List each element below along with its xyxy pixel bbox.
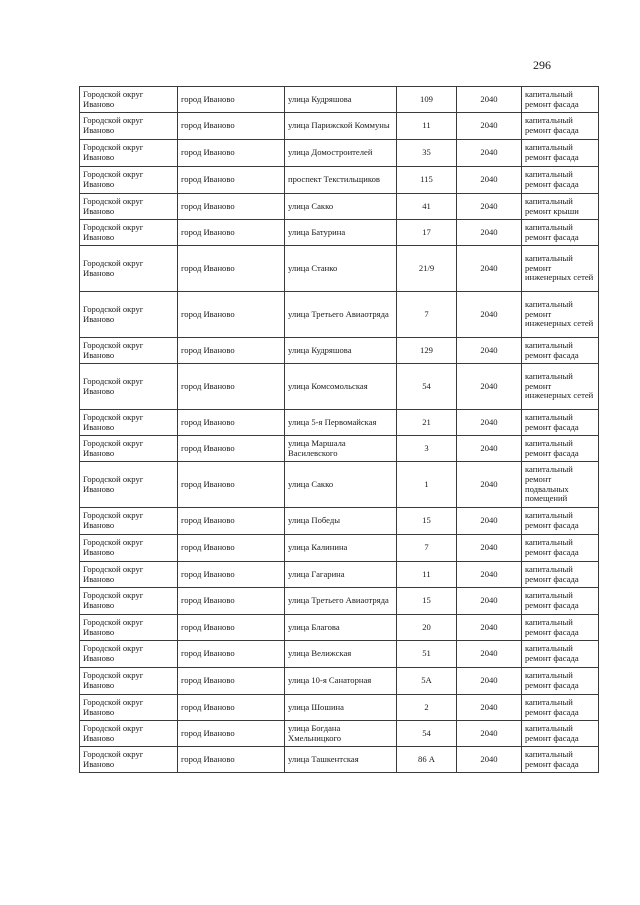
street-cell: улица Сакко: [285, 194, 397, 220]
street-cell: улица Третьего Авиаотряда: [285, 588, 397, 615]
table-row: [80, 615, 599, 641]
district-cell: Городской округ Иваново: [80, 695, 178, 721]
work-type-cell: капитальный ремонт фасада: [522, 87, 599, 113]
house-number-cell: 129: [397, 338, 457, 364]
district-cell: Городской округ Иваново: [80, 167, 178, 194]
house-number-cell: 109: [397, 87, 457, 113]
street-cell: улица Гагарина: [285, 562, 397, 588]
table-row: [80, 721, 599, 747]
district-cell: Городской округ Иваново: [80, 194, 178, 220]
year-cell: 2040: [457, 615, 522, 641]
table-row: [80, 641, 599, 668]
work-type-cell: капитальный ремонт фасада: [522, 508, 599, 535]
page-number: 296: [533, 58, 551, 72]
district-cell: Городской округ Иваново: [80, 87, 178, 113]
district-cell: Городской округ Иваново: [80, 140, 178, 167]
district-cell: Городской округ Иваново: [80, 747, 178, 773]
city-cell: город Иваново: [178, 721, 285, 747]
district-cell: Городской округ Иваново: [80, 462, 178, 508]
house-number-cell: 3: [397, 436, 457, 462]
city-cell: город Иваново: [178, 436, 285, 462]
street-cell: улица Богдана Хмельницкого: [285, 721, 397, 747]
year-cell: 2040: [457, 535, 522, 562]
street-cell: улица 5-я Первомайская: [285, 410, 397, 436]
work-type-cell: капитальный ремонт фасада: [522, 220, 599, 246]
street-cell: улица Сакко: [285, 462, 397, 508]
year-cell: 2040: [457, 508, 522, 535]
year-cell: 2040: [457, 338, 522, 364]
house-number-cell: 21: [397, 410, 457, 436]
street-cell: улица Комсомольская: [285, 364, 397, 410]
city-cell: город Иваново: [178, 668, 285, 695]
street-cell: улица Кудряшова: [285, 338, 397, 364]
work-type-cell: капитальный ремонт фасада: [522, 588, 599, 615]
house-number-cell: 11: [397, 113, 457, 140]
table-row: [80, 113, 599, 140]
street-cell: улица Шошина: [285, 695, 397, 721]
district-cell: Городской округ Иваново: [80, 535, 178, 562]
district-cell: Городской округ Иваново: [80, 220, 178, 246]
work-type-cell: капитальный ремонт инженерных сетей: [522, 364, 599, 410]
city-cell: город Иваново: [178, 194, 285, 220]
house-number-cell: 115: [397, 167, 457, 194]
work-type-cell: капитальный ремонт фасада: [522, 436, 599, 462]
year-cell: 2040: [457, 292, 522, 338]
house-number-cell: 1: [397, 462, 457, 508]
table-row: [80, 292, 599, 338]
house-number-cell: 11: [397, 562, 457, 588]
district-cell: Городской округ Иваново: [80, 338, 178, 364]
table-row: [80, 87, 599, 113]
city-cell: город Иваново: [178, 747, 285, 773]
house-number-cell: 2: [397, 695, 457, 721]
house-number-cell: 7: [397, 535, 457, 562]
house-number-cell: 17: [397, 220, 457, 246]
table-row: [80, 246, 599, 292]
work-type-cell: капитальный ремонт инженерных сетей: [522, 246, 599, 292]
work-type-cell: капитальный ремонт фасада: [522, 615, 599, 641]
work-type-cell: капитальный ремонт подвальных помещений: [522, 462, 599, 508]
year-cell: 2040: [457, 695, 522, 721]
district-cell: Городской округ Иваново: [80, 721, 178, 747]
table-row: [80, 668, 599, 695]
work-type-cell: капитальный ремонт крыши: [522, 194, 599, 220]
work-type-cell: капитальный ремонт фасада: [522, 641, 599, 668]
year-cell: 2040: [457, 140, 522, 167]
table-row: [80, 462, 599, 508]
street-cell: улица Калинина: [285, 535, 397, 562]
house-number-cell: 54: [397, 364, 457, 410]
city-cell: город Иваново: [178, 508, 285, 535]
table-row: [80, 747, 599, 773]
year-cell: 2040: [457, 641, 522, 668]
house-number-cell: 86 А: [397, 747, 457, 773]
city-cell: город Иваново: [178, 246, 285, 292]
table-row: [80, 535, 599, 562]
street-cell: улица Батурина: [285, 220, 397, 246]
street-cell: улица Велижская: [285, 641, 397, 668]
city-cell: город Иваново: [178, 292, 285, 338]
city-cell: город Иваново: [178, 615, 285, 641]
street-cell: улица Станко: [285, 246, 397, 292]
year-cell: 2040: [457, 194, 522, 220]
year-cell: 2040: [457, 747, 522, 773]
table-row: [80, 436, 599, 462]
district-cell: Городской округ Иваново: [80, 113, 178, 140]
year-cell: 2040: [457, 410, 522, 436]
street-cell: улица Парижской Коммуны: [285, 113, 397, 140]
house-number-cell: 21/9: [397, 246, 457, 292]
table-body: [80, 87, 599, 773]
work-type-cell: капитальный ремонт фасада: [522, 562, 599, 588]
table-row: [80, 562, 599, 588]
table-row: [80, 508, 599, 535]
street-cell: улица Благова: [285, 615, 397, 641]
district-cell: Городской округ Иваново: [80, 436, 178, 462]
work-type-cell: капитальный ремонт фасада: [522, 747, 599, 773]
district-cell: Городской округ Иваново: [80, 292, 178, 338]
street-cell: улица Победы: [285, 508, 397, 535]
year-cell: 2040: [457, 167, 522, 194]
district-cell: Городской округ Иваново: [80, 246, 178, 292]
street-cell: проспект Текстильщиков: [285, 167, 397, 194]
street-cell: улица Маршала Василевского: [285, 436, 397, 462]
city-cell: город Иваново: [178, 462, 285, 508]
table-row: [80, 194, 599, 220]
year-cell: 2040: [457, 87, 522, 113]
district-cell: Городской округ Иваново: [80, 364, 178, 410]
house-number-cell: 35: [397, 140, 457, 167]
work-type-cell: капитальный ремонт фасада: [522, 167, 599, 194]
year-cell: 2040: [457, 668, 522, 695]
district-cell: Городской округ Иваново: [80, 641, 178, 668]
district-cell: Городской округ Иваново: [80, 588, 178, 615]
district-cell: Городской округ Иваново: [80, 508, 178, 535]
work-type-cell: капитальный ремонт фасада: [522, 410, 599, 436]
city-cell: город Иваново: [178, 87, 285, 113]
table-row: [80, 167, 599, 194]
city-cell: город Иваново: [178, 113, 285, 140]
house-number-cell: 5А: [397, 668, 457, 695]
city-cell: город Иваново: [178, 535, 285, 562]
table-row: [80, 364, 599, 410]
house-number-cell: 15: [397, 508, 457, 535]
repair-schedule-table: [79, 86, 599, 773]
work-type-cell: капитальный ремонт фасада: [522, 668, 599, 695]
work-type-cell: капитальный ремонт фасада: [522, 113, 599, 140]
city-cell: город Иваново: [178, 364, 285, 410]
city-cell: город Иваново: [178, 641, 285, 668]
year-cell: 2040: [457, 436, 522, 462]
city-cell: город Иваново: [178, 588, 285, 615]
district-cell: Городской округ Иваново: [80, 615, 178, 641]
work-type-cell: капитальный ремонт фасада: [522, 695, 599, 721]
work-type-cell: капитальный ремонт фасада: [522, 721, 599, 747]
district-cell: Городской округ Иваново: [80, 562, 178, 588]
year-cell: 2040: [457, 588, 522, 615]
work-type-cell: капитальный ремонт фасада: [522, 535, 599, 562]
house-number-cell: 7: [397, 292, 457, 338]
district-cell: Городской округ Иваново: [80, 410, 178, 436]
work-type-cell: капитальный ремонт фасада: [522, 338, 599, 364]
city-cell: город Иваново: [178, 410, 285, 436]
house-number-cell: 54: [397, 721, 457, 747]
table-row: [80, 220, 599, 246]
city-cell: город Иваново: [178, 695, 285, 721]
house-number-cell: 20: [397, 615, 457, 641]
city-cell: город Иваново: [178, 167, 285, 194]
work-type-cell: капитальный ремонт фасада: [522, 140, 599, 167]
city-cell: город Иваново: [178, 220, 285, 246]
city-cell: город Иваново: [178, 562, 285, 588]
street-cell: улица Третьего Авиаотряда: [285, 292, 397, 338]
house-number-cell: 41: [397, 194, 457, 220]
table-row: [80, 695, 599, 721]
table-row: [80, 410, 599, 436]
year-cell: 2040: [457, 721, 522, 747]
city-cell: город Иваново: [178, 338, 285, 364]
year-cell: 2040: [457, 246, 522, 292]
street-cell: улица Ташкентская: [285, 747, 397, 773]
table-row: [80, 338, 599, 364]
year-cell: 2040: [457, 562, 522, 588]
house-number-cell: 51: [397, 641, 457, 668]
year-cell: 2040: [457, 220, 522, 246]
street-cell: улица Домостроителей: [285, 140, 397, 167]
table-row: [80, 588, 599, 615]
year-cell: 2040: [457, 364, 522, 410]
work-type-cell: капитальный ремонт инженерных сетей: [522, 292, 599, 338]
street-cell: улица 10-я Санаторная: [285, 668, 397, 695]
house-number-cell: 15: [397, 588, 457, 615]
year-cell: 2040: [457, 113, 522, 140]
district-cell: Городской округ Иваново: [80, 668, 178, 695]
table-row: [80, 140, 599, 167]
city-cell: город Иваново: [178, 140, 285, 167]
year-cell: 2040: [457, 462, 522, 508]
street-cell: улица Кудряшова: [285, 87, 397, 113]
